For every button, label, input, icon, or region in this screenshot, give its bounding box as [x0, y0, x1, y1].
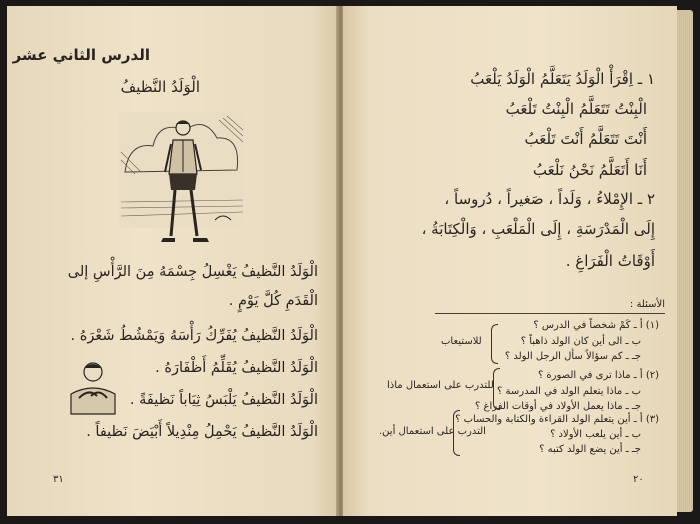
exercise-line-6: إِلَى الْمَدْرَسَةِ ، إِلَى الْمَلْعَبِ ، وَالْكِتَابَةُ ، [421, 220, 655, 238]
note-comprehension: للاستيعاب [441, 336, 482, 347]
page-number-left: ٣١ [53, 474, 64, 485]
exercise-line-3: أَنْتَ تَتَعَلَّمُ أَنْتَ تَلْعَبُ [524, 130, 647, 148]
question-2b: ب ـ ماذا يتعلم الولد في المدرسة ؟ [497, 386, 641, 397]
boy-illustration [119, 112, 245, 250]
brace-group-1 [491, 324, 498, 364]
child-illustration [61, 358, 125, 420]
exercise-line-7: أَوْقَاتُ الْفَرَاغِ . [565, 252, 655, 270]
question-2c: جـ ـ ماذا يعمل الأولاد في أوقات الفراغ ؟ [475, 401, 641, 412]
note-using-where: التدرب على استعمال أين. [379, 426, 486, 437]
brace-group-2 [493, 368, 500, 410]
story-line-1: الْوَلَدُ النَّظيفُ يَغْسِلُ جِسْمَهُ مِنَ الرَّأْسِ إلى [67, 264, 318, 280]
lesson-title: الدرس الثاني عشر [12, 46, 150, 64]
left-page [7, 6, 338, 516]
exercise-line-1: ١ ـ اِقْرَأْ الْوَلَدُ يَتَعَلَّمُ الْوَلَدُ يَلْعَبُ [470, 70, 655, 88]
page-number-right: ٢٠ [633, 474, 644, 485]
question-1c: جـ ـ كم سؤالاً سأل الرجل الولد ؟ [504, 351, 641, 362]
story-line-5: الْوَلَدُ النَّظيفُ يَلْبَسُ ثِيَاباً نَظيفَةً . [129, 392, 318, 408]
note-using-what: للتدرب على استعمال ماذا [387, 380, 494, 391]
question-2a: (٢) أ ـ ماذا ترى في الصورة ؟ [537, 370, 659, 381]
exercise-line-4: أَنَا أَتَعَلَّمُ نَحْنُ نَلْعَبُ [532, 161, 647, 179]
questions-divider [435, 313, 665, 314]
story-line-3: الْوَلَدُ النَّظيفُ يُفَرِّكُ رَأْسَهُ وَيَمْشُطُ شَعْرَهُ . [70, 328, 318, 344]
page-edges [677, 10, 693, 512]
questions-heading: الأسئلة : [629, 299, 665, 310]
question-1b: ب ـ الى أين كان الولد ذاهباً ؟ [520, 336, 641, 347]
exercise-line-5: ٢ ـ الإِمْلاءُ ، وَلَداً ، صَغيراً ، دُروساً ، [444, 190, 655, 208]
story-title: الْوَلَدُ النَّظيفُ [120, 78, 200, 96]
story-line-2: الْقَدَمِ كُلَّ يَوْمٍ . [228, 293, 318, 309]
right-page [343, 6, 677, 516]
exercise-line-2: الْبِنْتُ تَتَعَلَّمُ الْبِنْتُ تَلْعَبُ [505, 100, 647, 118]
question-3b: ب ـ أين يلعب الأولاد ؟ [550, 429, 641, 440]
question-3c: جـ ـ أين يضع الولد كتبه ؟ [539, 444, 641, 455]
story-line-4: الْوَلَدُ النَّظيفُ يُقَلِّمُ أَظْفَارَهُ . [155, 360, 318, 376]
story-line-6: الْوَلَدُ النَّظيفُ يَحْمِلُ مِنْدِيلاً أَبْيَضَ نَظيفاً . [86, 424, 318, 440]
question-1a: (١) أ ـ كَمْ شخصاً في الدرس ؟ [533, 320, 659, 331]
question-3a: (٣) أ ـ أين يتعلم الولد القراءة والكتابة والحساب ؟ [455, 414, 659, 425]
